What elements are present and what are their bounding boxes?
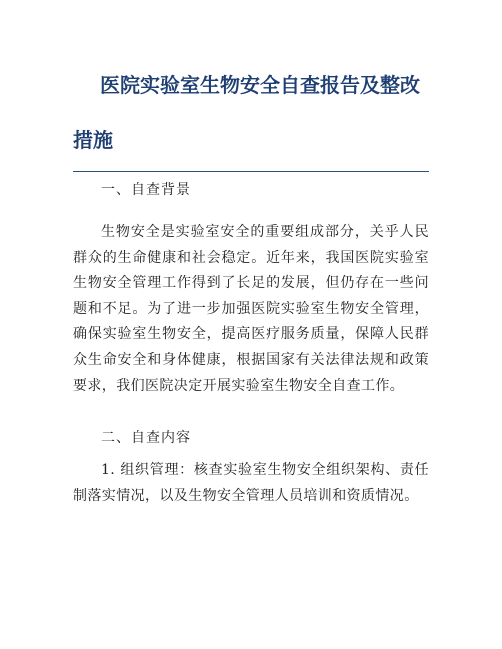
document-title	[73, 58, 433, 168]
title-divider	[73, 171, 429, 172]
section-heading-background: 一、自查背景	[101, 182, 191, 198]
section-heading-content: 二、自查内容	[101, 430, 191, 446]
paragraph-organization-management: 1. 组织管理：核查实验室生物安全组织架构、责任制落实情况，以及生物安全管理人员培训和资质情况。	[73, 462, 429, 504]
document-title-text: 医院实验室生物安全自查报告及整改措施	[73, 73, 420, 152]
paragraph-background: 生物安全是实验室安全的重要组成部分，关乎人民群众的生命健康和社会稳定。近年来，我国医院实验室生物安全管理工作得到了长足的发展，但仍存在一些问题和不足。为了进一步加强医院实验室生物安全管理，确保实验室生物安全，提高医疗服务质量，保障人民群众生命安全和身体健康，根据国家有关法律法规和政策要求，我们医院决定开展实验室生物安全自查工作。	[73, 224, 429, 394]
